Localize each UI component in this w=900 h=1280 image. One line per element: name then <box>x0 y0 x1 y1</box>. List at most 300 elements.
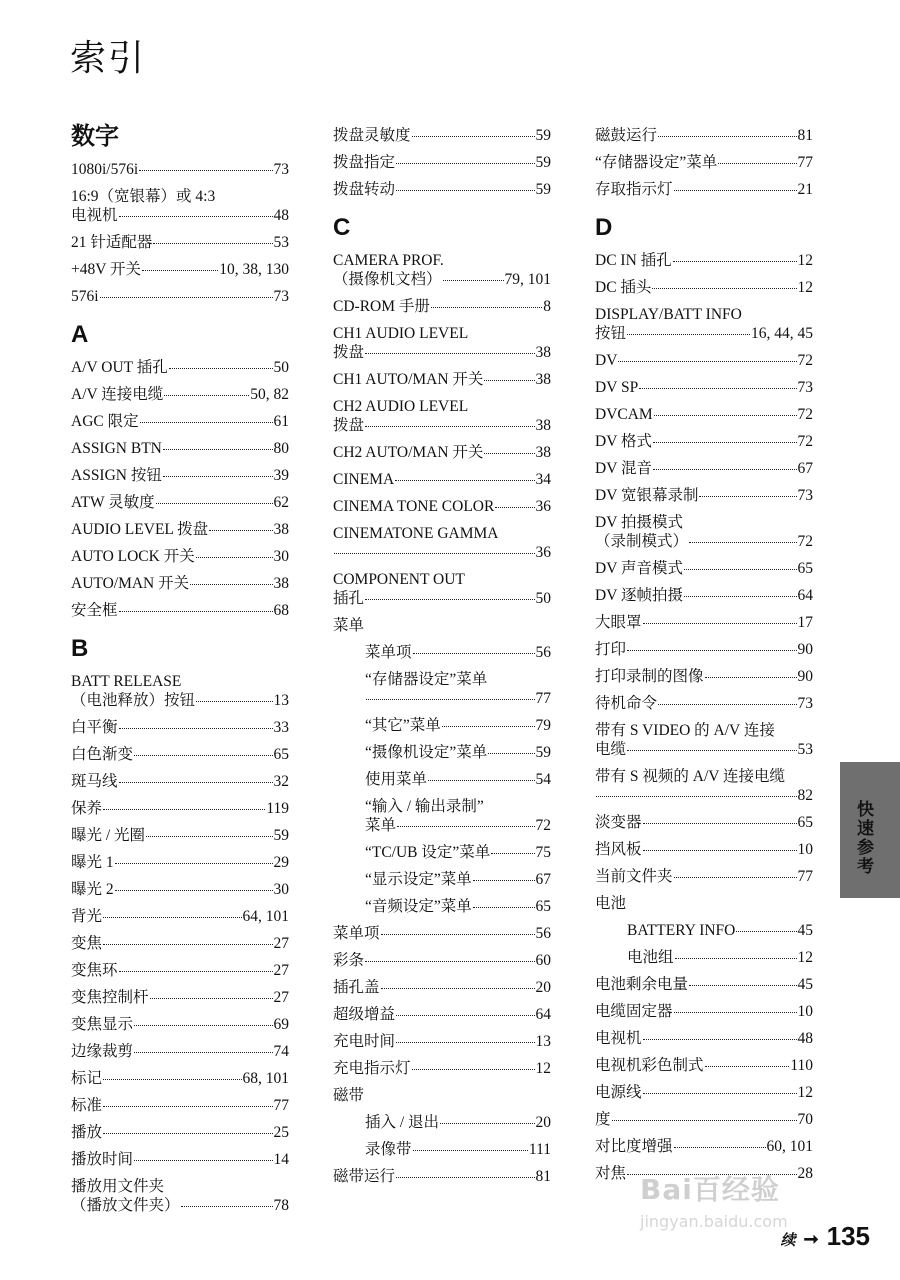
dot-leader <box>150 998 273 999</box>
index-term: DV 混音 <box>595 460 652 477</box>
dot-leader <box>163 449 273 450</box>
index-term: DV 逐帧拍摄 <box>595 587 683 604</box>
index-term: 21 针适配器 <box>71 234 153 251</box>
index-row <box>595 586 813 605</box>
index-term: CH1 AUDIO LEVEL <box>333 325 469 342</box>
index-entry <box>71 1042 289 1061</box>
index-row <box>71 745 289 764</box>
page-ref: 38 <box>273 575 289 592</box>
index-term: 带有 S VIDEO 的 A/V 连接 <box>595 722 775 739</box>
index-row <box>595 532 813 551</box>
index-entry <box>333 497 551 516</box>
index-entry <box>595 767 813 805</box>
index-row <box>595 1056 813 1075</box>
index-row <box>71 520 289 539</box>
index-row <box>595 613 813 632</box>
index-row <box>333 270 551 289</box>
index-entry <box>365 870 551 889</box>
dot-leader <box>153 243 272 244</box>
index-row <box>71 799 289 818</box>
dot-leader <box>396 1177 534 1178</box>
index-term: CH1 AUTO/MAN 开关 <box>333 371 484 388</box>
index-row <box>71 853 289 872</box>
page-ref: 90 <box>797 641 813 658</box>
dot-leader <box>654 415 797 416</box>
index-row <box>595 867 813 886</box>
index-term: AUTO/MAN 开关 <box>71 575 190 592</box>
index-row <box>333 497 551 516</box>
index-entry <box>333 443 551 462</box>
index-row <box>595 486 813 505</box>
index-row <box>595 640 813 659</box>
section-heading: A <box>71 321 89 348</box>
index-term: +48V 开关 <box>71 261 142 278</box>
index-term: 变焦控制杆 <box>71 989 149 1006</box>
page-ref: 111 <box>528 1141 551 1158</box>
page-ref: 75 <box>535 844 551 861</box>
index-term: AUDIO LEVEL 拨盘 <box>71 521 209 538</box>
index-term: 当前文件夹 <box>595 868 673 885</box>
index-row <box>333 1005 551 1024</box>
index-entry <box>365 843 551 862</box>
index-row <box>333 416 551 435</box>
index-entry <box>595 251 813 270</box>
index-row <box>71 1196 289 1215</box>
page-ref: 74 <box>273 1043 289 1060</box>
dot-leader <box>674 1147 766 1148</box>
page-title: 索引 <box>70 38 147 79</box>
index-row <box>365 1113 551 1132</box>
index-entry <box>595 667 813 686</box>
dot-leader <box>119 216 273 217</box>
page-ref: 50, 82 <box>250 386 289 403</box>
dot-leader <box>396 163 534 164</box>
index-term: 使用菜单 <box>365 771 428 788</box>
index-row <box>71 547 289 566</box>
index-row <box>71 961 289 980</box>
index-entry <box>71 672 289 710</box>
dot-leader <box>164 395 249 396</box>
index-term: 播放 <box>71 1124 103 1141</box>
index-term: 插孔盖 <box>333 979 380 996</box>
index-term: “TC/UB 设定”菜单 <box>365 844 491 861</box>
index-entry <box>365 643 551 662</box>
dot-leader <box>442 726 535 727</box>
index-row <box>71 826 289 845</box>
index-row <box>595 694 813 713</box>
dot-leader <box>658 136 796 137</box>
index-term: 挡风板 <box>595 841 642 858</box>
index-term: 曝光 / 光圈 <box>71 827 146 844</box>
index-row <box>71 691 289 710</box>
dot-leader <box>484 380 534 381</box>
page-ref: 73 <box>273 161 289 178</box>
dot-leader <box>684 596 797 597</box>
index-term: “音频设定”菜单 <box>365 898 472 915</box>
index-term: 菜单 <box>365 817 397 834</box>
dot-leader <box>658 704 796 705</box>
index-term: 电视机彩色制式 <box>595 1057 704 1074</box>
index-entry <box>333 1005 551 1024</box>
page-ref: 12 <box>797 949 813 966</box>
index-entry <box>333 1032 551 1051</box>
page-ref: 64 <box>535 1006 551 1023</box>
index-row <box>333 1059 551 1078</box>
index-entry <box>333 951 551 970</box>
page-ref: 38 <box>535 371 551 388</box>
index-term: “存储器设定”菜单 <box>365 671 488 688</box>
index-entry <box>595 586 813 605</box>
index-term: ATW 灵敏度 <box>71 494 155 511</box>
page-ref: 61 <box>273 413 289 430</box>
page-ref: 8 <box>543 298 551 315</box>
index-entry <box>71 287 289 306</box>
index-entry <box>71 1069 289 1088</box>
page-ref: 56 <box>535 925 551 942</box>
index-term: 对比度增强 <box>595 1138 673 1155</box>
index-entry <box>71 961 289 980</box>
index-column-3 <box>595 126 813 1191</box>
index-row <box>71 1042 289 1061</box>
index-term: “显示设定”菜单 <box>365 871 472 888</box>
index-term: 拨盘 <box>333 344 365 361</box>
index-entry <box>71 493 289 512</box>
page-ref: 73 <box>797 695 813 712</box>
index-row <box>595 1137 813 1156</box>
section-heading: B <box>71 635 89 662</box>
index-row <box>333 343 551 362</box>
index-entry <box>595 126 813 145</box>
index-entry <box>595 1083 813 1102</box>
index-entry <box>595 432 813 451</box>
continued-label: 续 <box>780 1231 796 1249</box>
dot-leader <box>381 988 535 989</box>
page-ref: 81 <box>797 127 813 144</box>
dot-leader <box>142 270 218 271</box>
page-ref: 50 <box>535 590 551 607</box>
index-term: 打印 <box>595 641 627 658</box>
dot-leader <box>484 453 534 454</box>
page-ref: 62 <box>273 494 289 511</box>
index-row <box>595 786 813 805</box>
index-entry <box>71 1096 289 1115</box>
page-ref: 60, 101 <box>766 1138 813 1155</box>
dot-leader <box>612 1120 797 1121</box>
index-term: 菜单项 <box>365 644 412 661</box>
dot-leader <box>473 907 535 908</box>
page-ref: 27 <box>273 962 289 979</box>
index-entry <box>333 1059 551 1078</box>
dot-leader <box>365 426 534 427</box>
dot-leader <box>705 677 797 678</box>
page-ref: 65 <box>797 560 813 577</box>
dot-leader <box>689 542 796 543</box>
page-ref: 80 <box>273 440 289 457</box>
page-ref: 12 <box>797 1084 813 1101</box>
page-ref: 10 <box>797 841 813 858</box>
index-row <box>595 405 813 424</box>
index-term: DVCAM <box>595 406 653 423</box>
page-ref: 73 <box>797 379 813 396</box>
dot-leader <box>103 1106 272 1107</box>
index-entry <box>71 772 289 791</box>
page-ref: 69 <box>273 1016 289 1033</box>
index-entry <box>365 716 551 735</box>
page-ref: 27 <box>273 935 289 952</box>
page-ref: 38 <box>535 344 551 361</box>
index-term: CAMERA PROF. <box>333 252 444 269</box>
dot-leader <box>140 422 273 423</box>
index-row <box>595 126 813 145</box>
index-row <box>365 743 551 762</box>
index-row <box>333 589 551 608</box>
dot-leader <box>169 368 273 369</box>
index-term: 插孔 <box>333 590 365 607</box>
page-ref: 14 <box>273 1151 289 1168</box>
index-term: 变焦显示 <box>71 1016 134 1033</box>
page-ref: 77 <box>273 1097 289 1114</box>
index-entry <box>365 743 551 762</box>
index-row <box>365 689 551 708</box>
page-ref: 59 <box>535 127 551 144</box>
index-term: 电视机 <box>595 1030 642 1047</box>
index-row <box>71 385 289 404</box>
dot-leader <box>673 261 797 262</box>
index-entry <box>71 260 289 279</box>
dot-leader <box>365 961 534 962</box>
index-term: 大眼罩 <box>595 614 642 631</box>
index-term: 576i <box>71 288 99 305</box>
section-heading: 数字 <box>71 123 119 150</box>
dot-leader <box>684 569 797 570</box>
dot-leader <box>119 728 273 729</box>
dot-leader <box>115 890 273 891</box>
index-entry <box>595 459 813 478</box>
index-entry <box>595 153 813 172</box>
index-row <box>627 921 813 940</box>
index-term: 录像带 <box>365 1141 412 1158</box>
index-row <box>71 233 289 252</box>
index-row <box>595 559 813 578</box>
dot-leader <box>412 136 535 137</box>
index-row <box>71 574 289 593</box>
index-term: 电缆固定器 <box>595 1003 673 1020</box>
dot-leader <box>397 826 534 827</box>
page-ref: 12 <box>797 252 813 269</box>
page-ref: 78 <box>273 1197 289 1214</box>
dot-leader <box>643 623 797 624</box>
page-ref: 20 <box>535 1114 551 1131</box>
dot-leader <box>674 1012 797 1013</box>
index-term: 电源线 <box>595 1084 642 1101</box>
index-entry <box>595 840 813 859</box>
index-term: 白平衡 <box>71 719 118 736</box>
index-term: 充电指示灯 <box>333 1060 411 1077</box>
index-entry <box>595 513 813 551</box>
index-entry <box>595 278 813 297</box>
index-row <box>71 493 289 512</box>
index-entry <box>333 370 551 389</box>
index-term: （录制模式） <box>595 533 689 550</box>
index-entry <box>71 718 289 737</box>
index-entry <box>333 1167 551 1186</box>
index-entry <box>595 351 813 370</box>
index-entry <box>71 1150 289 1169</box>
dot-leader <box>134 1025 272 1026</box>
dot-leader <box>103 944 272 945</box>
page-ref: 79 <box>535 717 551 734</box>
page-ref: 38 <box>535 417 551 434</box>
index-term: 白色渐变 <box>71 746 134 763</box>
index-row <box>627 948 813 967</box>
index-entry <box>71 1015 289 1034</box>
index-term: DV SP <box>595 379 639 396</box>
index-row <box>71 206 289 225</box>
index-row <box>595 975 813 994</box>
page-ref: 59 <box>535 744 551 761</box>
page-ref: 53 <box>797 741 813 758</box>
page-ref: 59 <box>273 827 289 844</box>
page-ref: 72 <box>797 406 813 423</box>
index-row <box>333 470 551 489</box>
index-term: A/V OUT 插孔 <box>71 359 168 376</box>
index-entry <box>333 153 551 172</box>
page-ref: 36 <box>535 544 551 561</box>
dot-leader <box>428 780 534 781</box>
index-row <box>365 1140 551 1159</box>
index-entry <box>71 466 289 485</box>
index-term: 菜单项 <box>333 925 380 942</box>
index-term: A/V 连接电缆 <box>71 386 164 403</box>
index-row <box>595 251 813 270</box>
dot-leader <box>596 796 797 797</box>
dot-leader <box>156 503 273 504</box>
dot-leader <box>334 553 535 554</box>
watermark-url: jingyan.baidu.com <box>640 1212 788 1231</box>
page-ref: 27 <box>273 989 289 1006</box>
index-term: 拨盘转动 <box>333 181 396 198</box>
dot-leader <box>139 170 272 171</box>
page-ref: 28 <box>797 1165 813 1182</box>
index-entry <box>71 358 289 377</box>
dot-leader <box>736 931 796 932</box>
index-term: 电池组 <box>627 949 674 966</box>
page-ref: 77 <box>797 154 813 171</box>
dot-leader <box>396 1015 534 1016</box>
dot-leader <box>119 782 273 783</box>
page-ref: 59 <box>535 154 551 171</box>
index-entry <box>365 670 551 708</box>
index-heading <box>595 894 813 913</box>
dot-leader <box>627 650 796 651</box>
dot-leader <box>675 958 797 959</box>
dot-leader <box>163 476 273 477</box>
index-term: 磁鼓运行 <box>595 127 658 144</box>
index-entry <box>365 897 551 916</box>
index-row <box>595 378 813 397</box>
dot-leader <box>653 469 797 470</box>
dot-leader <box>134 1160 272 1161</box>
index-row <box>333 1167 551 1186</box>
dot-leader <box>196 557 273 558</box>
dot-leader <box>119 971 273 972</box>
index-row <box>71 358 289 377</box>
index-term: 边缘裁剪 <box>71 1043 134 1060</box>
index-entry <box>627 921 813 940</box>
index-term: CINEMA <box>333 471 395 488</box>
index-term: DISPLAY/BATT INFO <box>595 306 742 323</box>
dot-leader <box>699 496 796 497</box>
page-ref: 65 <box>535 898 551 915</box>
dot-leader <box>618 361 796 362</box>
index-term: 插入 / 退出 <box>365 1114 440 1131</box>
index-term: DC IN 插孔 <box>595 252 672 269</box>
index-row <box>333 180 551 199</box>
index-entry <box>71 547 289 566</box>
index-entry <box>365 1140 551 1159</box>
index-entry <box>71 233 289 252</box>
index-row <box>333 153 551 172</box>
index-term: AUTO LOCK 开关 <box>71 548 195 565</box>
index-term: 带有 S 视频的 A/V 连接电缆 <box>595 768 786 785</box>
index-entry <box>333 524 551 562</box>
index-term: 曝光 1 <box>71 854 114 871</box>
index-term: 磁带 <box>333 1087 365 1104</box>
index-term: DV 宽银幕录制 <box>595 487 699 504</box>
index-row <box>595 1110 813 1129</box>
index-entry <box>71 745 289 764</box>
dot-leader <box>488 753 534 754</box>
page-ref: 38 <box>535 444 551 461</box>
index-row <box>71 287 289 306</box>
page-ref: 73 <box>273 288 289 305</box>
dot-leader <box>643 823 797 824</box>
dot-leader <box>395 480 534 481</box>
index-term: 曝光 2 <box>71 881 114 898</box>
index-entry <box>71 907 289 926</box>
index-row <box>595 1029 813 1048</box>
index-row <box>365 816 551 835</box>
page-ref: 17 <box>797 614 813 631</box>
page-ref: 73 <box>797 487 813 504</box>
dot-leader <box>643 850 797 851</box>
index-entry <box>333 397 551 435</box>
index-entry <box>71 520 289 539</box>
index-entry <box>71 160 289 179</box>
index-row <box>595 667 813 686</box>
index-term: ASSIGN 按钮 <box>71 467 162 484</box>
index-term: （摄像机文档） <box>333 271 442 288</box>
index-term: 度 <box>595 1111 611 1128</box>
dot-leader <box>100 297 273 298</box>
index-term: CINEMA TONE COLOR <box>333 498 495 515</box>
index-entry <box>333 978 551 997</box>
index-entry <box>71 826 289 845</box>
page-ref: 81 <box>535 1168 551 1185</box>
page-ref: 38 <box>273 521 289 538</box>
index-term: 标记 <box>71 1070 103 1087</box>
index-term: 电缆 <box>595 741 627 758</box>
index-term: （播放文件夹） <box>71 1197 180 1214</box>
section-heading: C <box>333 214 351 241</box>
index-term: 播放用文件夹 <box>71 1178 165 1195</box>
index-row <box>365 716 551 735</box>
page-ref: 10, 38, 130 <box>219 261 289 278</box>
dot-leader <box>674 190 797 191</box>
index-row <box>71 772 289 791</box>
index-entry <box>71 187 289 225</box>
dot-leader <box>473 880 535 881</box>
